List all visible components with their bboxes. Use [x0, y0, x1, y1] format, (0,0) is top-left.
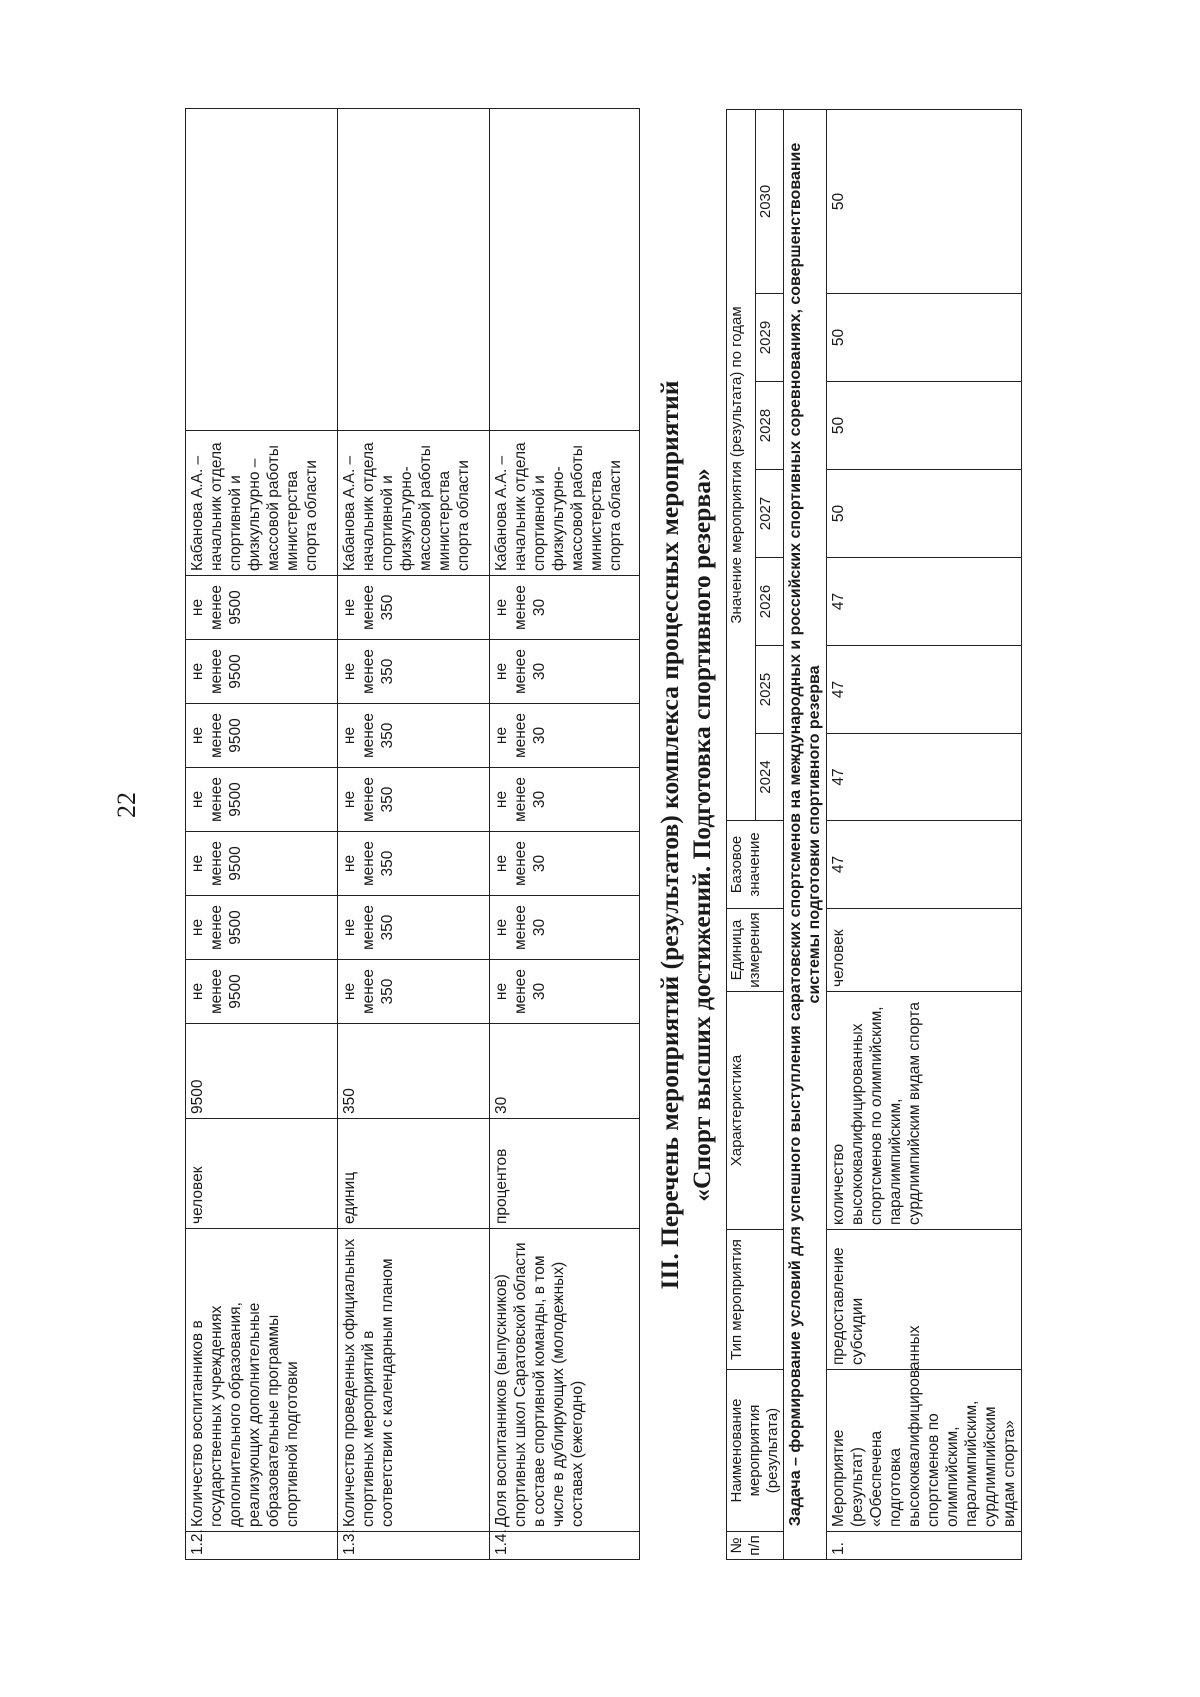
- year-value: не менее 350: [338, 896, 490, 960]
- header-year: 2024: [755, 734, 784, 821]
- year-value: 47: [827, 734, 1022, 821]
- measures-table: [726, 109, 1022, 1560]
- header-year: 2027: [755, 470, 784, 558]
- header-years-group: Значение мероприятия (результата) по годам: [727, 109, 756, 820]
- header-year: 2029: [755, 294, 784, 382]
- indicator-name: Количество проведенных официальных спортивных мероприятий в соответствии с календарным планом: [338, 1229, 490, 1532]
- indicator-name: Доля воспитанников (выпускников) спортивных школ Саратовской области в составе спортивной команды, в том числе в дублирующих (молодежных) составах (ежегодно): [490, 1229, 640, 1532]
- empty-cell: [338, 109, 490, 431]
- unit-cell: единиц: [338, 1119, 490, 1229]
- unit-cell: человек: [186, 1119, 338, 1229]
- task-text: Задача – формирование условий для успешного выступления саратовских спортсменов на международных и российских спортивных соревнованиях, совершенствование системы подготовки спортивного резерва: [784, 109, 827, 1559]
- page-number: 22: [112, 792, 141, 818]
- year-value: 47: [827, 558, 1022, 646]
- year-value: не менее 350: [338, 832, 490, 896]
- header-type: Тип мероприятия: [727, 1230, 784, 1370]
- task-row: [784, 109, 827, 1559]
- responsible-person: Кабанова А.А. – начальник отдела спортивной и физкультурно- массовой работы министерства спорта области: [490, 431, 640, 576]
- year-value: не менее 9500: [186, 768, 338, 832]
- rotated-page-content: [185, 110, 1125, 1560]
- section-heading-line1: III. Перечень мероприятий (результатов) комплекса процессных мероприятий: [655, 380, 684, 1290]
- header-desc: Характеристика: [727, 992, 784, 1230]
- year-value: не менее 350: [338, 704, 490, 768]
- table-row: [827, 109, 1022, 1559]
- year-value: не менее 350: [338, 768, 490, 832]
- indicators-table: [185, 108, 640, 1560]
- indicator-name: Количество воспитанников в государственных учреждениях дополнительного образования, реализующих дополнительные образовательные программы спортивной подготовки: [186, 1229, 338, 1532]
- year-value: не менее 9500: [186, 896, 338, 960]
- empty-cell: [490, 109, 640, 431]
- year-value: не менее 9500: [186, 960, 338, 1024]
- year-value: не менее 9500: [186, 640, 338, 704]
- base-value: 47: [827, 821, 1022, 909]
- table-row: [338, 109, 490, 1560]
- header-year: 2025: [755, 646, 784, 734]
- year-value: 50: [827, 109, 1022, 293]
- header-year: 2026: [755, 558, 784, 646]
- year-value: не менее 30: [490, 896, 640, 960]
- table-row: [490, 109, 640, 1560]
- table-row: [186, 109, 338, 1560]
- base-value: 30: [490, 1024, 640, 1119]
- responsible-person: Кабанова А.А. – начальник отдела спортивной и физкультурно – массовой работы министерства спорта области: [186, 431, 338, 576]
- header-num: № п/п: [727, 1532, 784, 1560]
- row-number: 1.: [827, 1532, 1022, 1560]
- measure-type: предоставление субсидии: [827, 1230, 1022, 1370]
- year-value: 47: [827, 646, 1022, 734]
- year-value: не менее 30: [490, 832, 640, 896]
- unit-cell: человек: [827, 909, 1022, 992]
- responsible-person: Кабанова А.А. – начальник отдела спортивной и физкультурно- массовой работы министерства спорта области: [338, 431, 490, 576]
- header-row: [727, 109, 756, 1559]
- empty-cell: [186, 109, 338, 431]
- year-value: не менее 30: [490, 704, 640, 768]
- measure-desc: количество высококвалифицированных спортсменов по олимпийским, паралимпийским, сурдлимпийским видам спорта: [827, 992, 1022, 1230]
- header-year: 2030: [755, 109, 784, 293]
- year-value: не менее 30: [490, 576, 640, 640]
- row-number: 1.4.: [490, 1532, 640, 1560]
- measure-name: Мероприятие (результат) «Обеспечена подготовка высококвалифицированных спортсменов по олимпийским, паралимпийским, сурдлимпийским видам спорта»: [827, 1370, 1022, 1532]
- header-name: Наименование мероприятия (результата): [727, 1370, 784, 1532]
- year-value: 50: [827, 382, 1022, 470]
- year-value: не менее 350: [338, 640, 490, 704]
- year-value: не менее 9500: [186, 576, 338, 640]
- year-value: не менее 30: [490, 768, 640, 832]
- year-value: не менее 350: [338, 960, 490, 1024]
- header-unit: Единица измерения: [727, 909, 784, 992]
- header-base: Базовое значение: [727, 821, 784, 909]
- year-value: не менее 9500: [186, 832, 338, 896]
- unit-cell: процентов: [490, 1119, 640, 1229]
- year-value: не менее 9500: [186, 704, 338, 768]
- year-value: не менее 30: [490, 960, 640, 1024]
- year-value: не менее 350: [338, 576, 490, 640]
- base-value: 9500: [186, 1024, 338, 1119]
- row-number: 1.2.: [186, 1532, 338, 1560]
- header-year: 2028: [755, 382, 784, 470]
- base-value: 350: [338, 1024, 490, 1119]
- year-value: не менее 30: [490, 640, 640, 704]
- section-heading: [654, 110, 718, 1560]
- year-value: 50: [827, 470, 1022, 558]
- row-number: 1.3.: [338, 1532, 490, 1560]
- year-value: 50: [827, 294, 1022, 382]
- section-heading-line2: «Спорт высших достижений. Подготовка спортивного резерва»: [687, 468, 716, 1202]
